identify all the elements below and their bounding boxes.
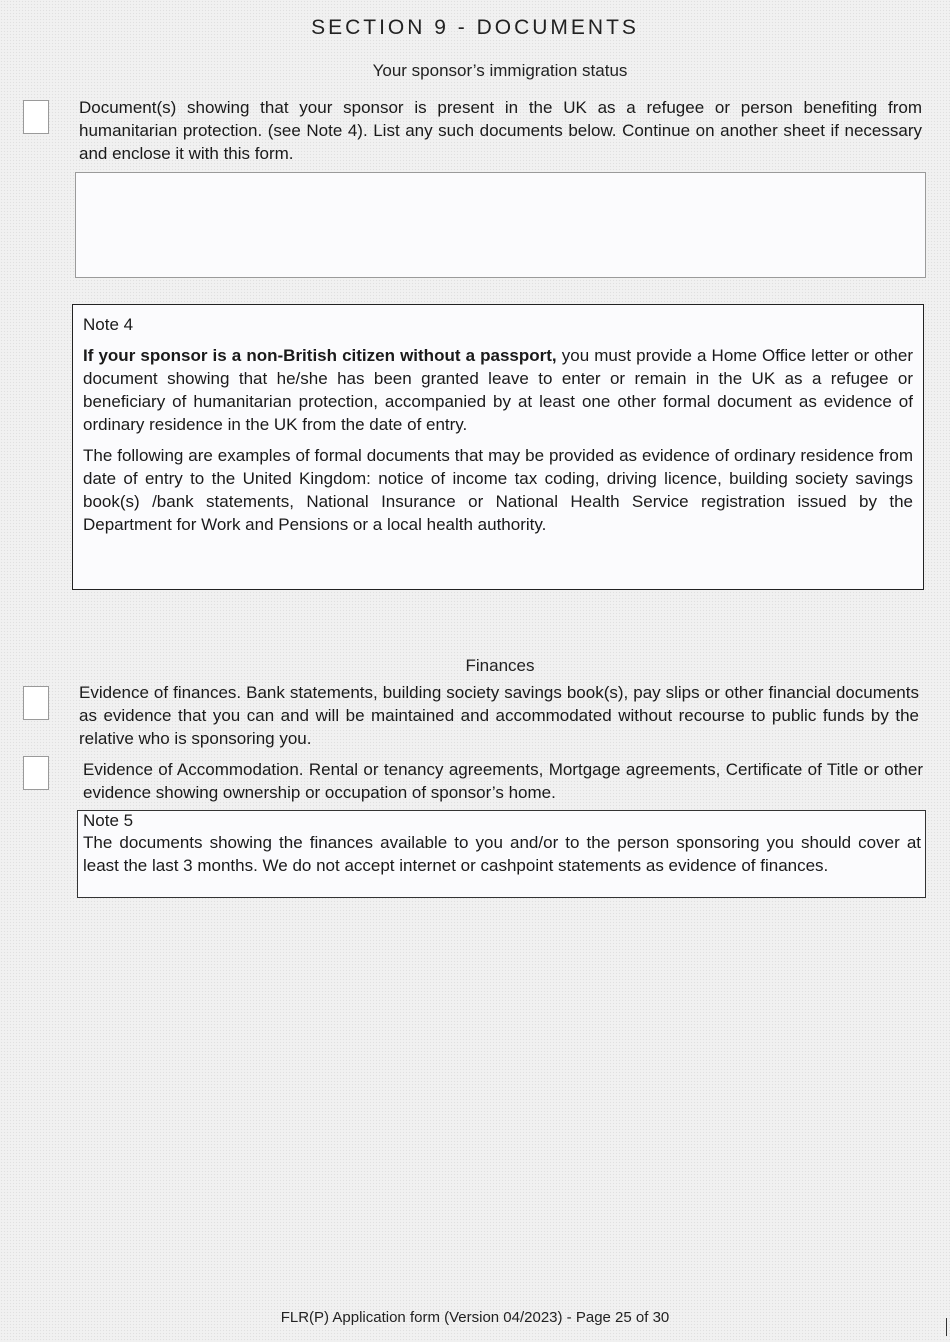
note-5-label: Note 5 [83, 811, 134, 830]
note-4-paragraph-1 [83, 344, 913, 436]
note-4-paragraph-1-rest: you must provide a Home Office letter or other document showing that he/she has been granted leave to enter or remain in the UK as a refugee or beneficiary of humanitarian protection, accompanied by at least one other formal document as evidence of ordinary residence in the UK from the date of entry. [83, 346, 913, 434]
refugee-documents-input[interactable] [75, 172, 926, 278]
page-edge-mark [946, 1318, 947, 1336]
note-4-box [72, 304, 924, 590]
section-title: SECTION 9 - DOCUMENTS [311, 16, 639, 39]
accommodation-evidence-text: Evidence of Accommodation. Rental or tenancy agreements, Mortgage agreements, Certificate of Title or other evidence showing ownership or occupation of sponsor’s home. [83, 760, 923, 802]
note-4-paragraph-2: The following are examples of formal documents that may be provided as evidence of ordinary residence from date of entry to the United Kingdom: notice of income tax coding, driving licence, building society savings book(s) /bank statements, National Insurance or National Health Service registration issued by the Department for Work and Pensions or a local health authority. [83, 446, 913, 534]
page-footer: FLR(P) Application form (Version 04/2023) - Page 25 of 30 [280, 1309, 670, 1326]
finances-evidence-text: Evidence of finances. Bank statements, building society savings book(s), pay slips or other financial documents as evidence that you can and will be maintained and accommodated without recourse to public funds by the relative who is sponsoring you. [79, 683, 919, 748]
note-4-bold-lead: If your sponsor is a non-British citizen without a passport, [83, 346, 557, 365]
finances-evidence-checkbox[interactable] [23, 686, 49, 720]
note-4-label: Note 4 [83, 315, 134, 334]
note-5-text: The documents showing the finances available to you and/or to the person sponsoring you should cover at least the last 3 months. We do not accept internet or cashpoint statements as evidence of finances. [83, 833, 921, 875]
refugee-documents-text: Document(s) showing that your sponsor is present in the UK as a refugee or person benefiting from humanitarian protection. (see Note 4). List any such documents below. Continue on another sheet if necessary and enclose it with this form. [79, 98, 922, 163]
accommodation-evidence-checkbox[interactable] [23, 756, 49, 790]
finances-heading: Finances [465, 656, 535, 675]
subheading-immigration-status: Your sponsor’s immigration status [372, 61, 628, 80]
note-5-box [77, 810, 926, 898]
refugee-documents-checkbox[interactable] [23, 100, 49, 134]
